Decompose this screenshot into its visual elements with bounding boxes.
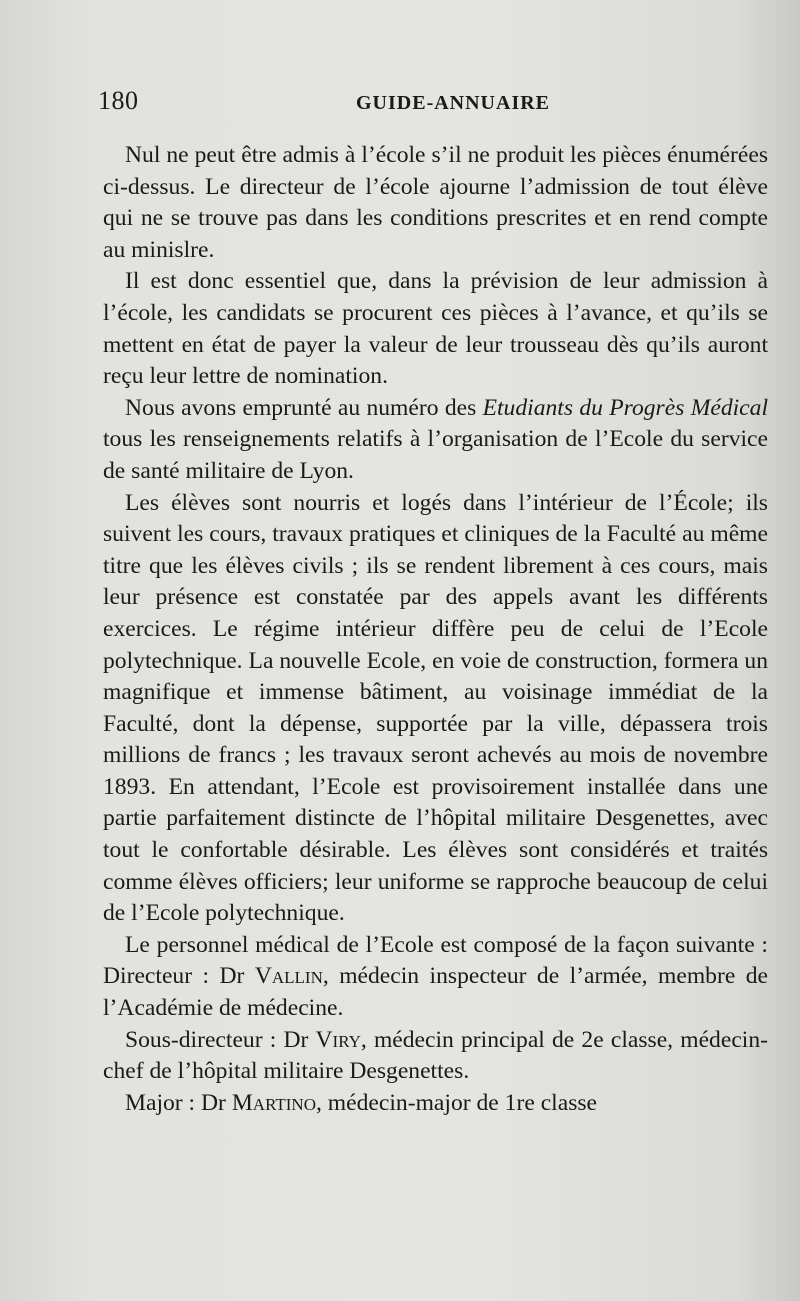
paragraph-admission-requirements: Nul ne peut être admis à l’école s’il ne produit les pièces énumérées ci-dessus. Le directeur de l’école ajourne l’admission de tout élève qui ne se trouve pas dans les conditions prescrites et en rend compte au minislre. — [103, 142, 768, 263]
director-text-before: Le personnel médical de l’Ecole est composé de la façon suivante : Directeur : Dr — [103, 931, 768, 990]
page-header — [98, 86, 758, 126]
publication-title: Etudiants du Progrès Médical — [482, 394, 769, 421]
paragraph-sub-director — [103, 1025, 768, 1088]
paragraph-major — [103, 1088, 768, 1120]
major-name: Martino — [231, 1089, 316, 1116]
page-number: 180 — [98, 86, 139, 115]
director-name: Vallin — [254, 963, 323, 990]
director-text-after: , médecin inspecteur de l’armée, membre de l’Académie de médecine. — [103, 963, 768, 1022]
citation-text-before: Nous avons emprunté au numéro des — [125, 394, 483, 421]
paragraph-source-citation — [103, 393, 768, 488]
body-text — [103, 140, 768, 1119]
running-title: GUIDE-ANNUAIRE — [356, 92, 551, 114]
paragraph-director — [103, 930, 768, 1025]
major-text-after: , médecin-major de 1re classe — [316, 1089, 598, 1116]
sub-director-text-after: , médecin principal de 2e classe, médecin-chef de l’hôpital militaire Desgenettes. — [103, 1026, 769, 1085]
sub-director-text-before: Sous-directeur : Dr — [125, 1026, 316, 1053]
sub-director-name: Viry — [315, 1026, 361, 1053]
major-text-before: Major : Dr — [125, 1089, 232, 1116]
paragraph-advance-preparation: Il est donc essentiel que, dans la prévision de leur admission à l’école, les candidats se procurent ces pièces à l’avance, et qu’ils se mettent en état de payer la valeur de leur trousseau dès qu’ils auront reçu leur lettre de nomination. — [103, 268, 768, 390]
paragraph-student-life: Les élèves sont nourris et logés dans l’intérieur de l’École; ils suivent les cours, travaux pratiques et cliniques de la Faculté au même titre que les élèves civils ; ils se rendent librement à ces cours, mais leur présence est constatée par des appels avant les différents exercices. Le régime intérieur diffère peu de celui de l’Ecole polytechnique. La nouvelle Ecole, en voie de construction, formera un magnifique et immense bâtiment, au voisinage immédiat de la Faculté, dont la dépense, supportée par la ville, dépassera trois millions de francs ; les travaux seront achevés au mois de novembre 1893. En attendant, l’Ecole est provisoirement installée dans une partie parfaitement distincte de l’hôpital militaire Desgenettes, avec tout le confortable désirable. Les élèves sont considérés et traités comme élèves officiers; leur uniforme se rapproche beaucoup de celui de l’Ecole polytechnique. — [103, 489, 768, 927]
citation-text-after: tous les renseignements relatifs à l’organisation de l’Ecole du service de santé militaire de Lyon. — [103, 426, 768, 484]
